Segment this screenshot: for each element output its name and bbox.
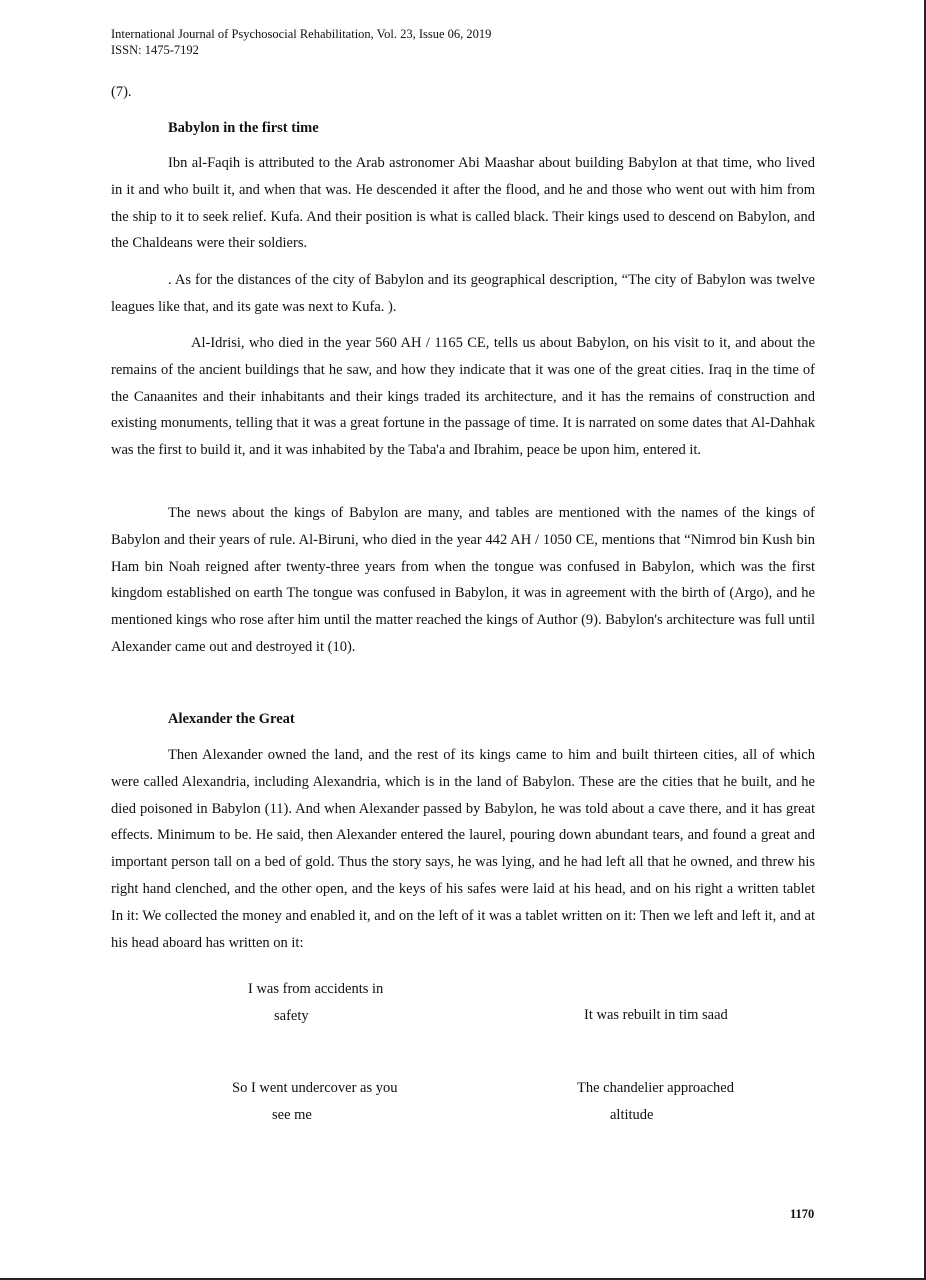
poem-line: It was rebuilt in tim saad: [584, 1007, 728, 1023]
poem-verse-3: [232, 1075, 398, 1128]
running-header: [111, 26, 491, 58]
page-number: 1170: [790, 1207, 815, 1221]
issn-line: ISSN: 1475-7192: [111, 43, 199, 57]
poem-line: safety: [274, 1007, 309, 1024]
paragraph: Ibn al-Faqih is attributed to the Arab astronomer Abi Maashar about building Babylon at that time, who lived in it and who built it, and when that was. He descended it after the flood, and he and those who went out with him from the ship to it to seek relief. Kufa. And their position is what is called black. Their kings used to descend on Babylon, and the Chaldeans were their soldiers.: [111, 155, 815, 252]
poem-verse-2: [584, 1002, 728, 1029]
paragraph: The news about the kings of Babylon are many, and tables are mentioned with the names of the kings of Babylon and their years of rule. Al-Biruni, who died in the year 442 AH / 1050 CE, mentions that “Nimrod bin Kush bin Ham bin Noah reigned after twenty-three years from when the tongue was confused in Babylon, which was the first kingdom established on earth The tongue was confused in Babylon, it was in agreement with the birth of (Argo), and he mentioned kings who rose after him until the matter reached the kings of Author (9). Babylon's architecture was full until Alexander came out and destroyed it (10).: [111, 505, 815, 655]
poem-verse-1: [248, 976, 383, 1029]
section-heading-babylon: Babylon in the first time: [168, 120, 319, 136]
section-alexander-paragraph-1: [111, 742, 815, 956]
section-babylon-paragraph-3: [111, 330, 815, 464]
section-heading-alexander: Alexander the Great: [168, 711, 295, 727]
poem-line: So I went undercover as you: [232, 1080, 398, 1096]
paragraph: . As for the distances of the city of Babylon and its geographical description, “The city of Babylon was twelve leagues like that, and its gate was next to Kufa. ).: [111, 272, 815, 315]
poem-line: see me: [272, 1106, 312, 1123]
section-babylon-paragraph-4: [111, 500, 815, 661]
journal-citation: International Journal of Psychosocial Rehabilitation, Vol. 23, Issue 06, 2019: [111, 27, 492, 41]
section-babylon-paragraph-2: [111, 267, 815, 321]
reference-marker: (7).: [111, 84, 132, 100]
poem-line: The chandelier approached: [577, 1080, 734, 1096]
poem-line: I was from accidents in: [248, 981, 384, 997]
paragraph: Then Alexander owned the land, and the rest of its kings came to him and built thirteen cities, all of which were called Alexandria, including Alexandria, which is in the land of Babylon. These are the cities that he built, and he died poisoned in Babylon (11). And when Alexander passed by Babylon, he was told about a cave there, and it has great effects. Minimum to be. He said, then Alexander entered the laurel, pouring down abundant tears, and found a great and important person tall on a bed of gold. Thus the story says, he was lying, and he had left all that he owned, and threw his right hand clenched, and the other open, and the keys of his safes were laid at his head, and on his right a written tablet In it: We collected the money and enabled it, and on the left of it was a tablet written on it: Then we left and left it, and at his head aboard has written on it:: [111, 747, 815, 951]
poem-line: altitude: [610, 1106, 654, 1123]
section-babylon-paragraph-1: [111, 150, 815, 257]
poem-verse-4: [577, 1075, 734, 1128]
paragraph: Al-Idrisi, who died in the year 560 AH / 1165 CE, tells us about Babylon, on his visit to it, and about the remains of the ancient buildings that he saw, and how they indicate that it was one of the great cities. Iraq in the time of the Canaanites and their inhabitants and their kings traded its architecture, and it has the remains of construction and existing monuments, telling that it was a great fortune in the passage of time. It is narrated on some dates that Al-Dahhak was the first to build it, and it was inhabited by the Taba'a and Ibrahim, peace be upon him, entered it.: [111, 335, 815, 459]
